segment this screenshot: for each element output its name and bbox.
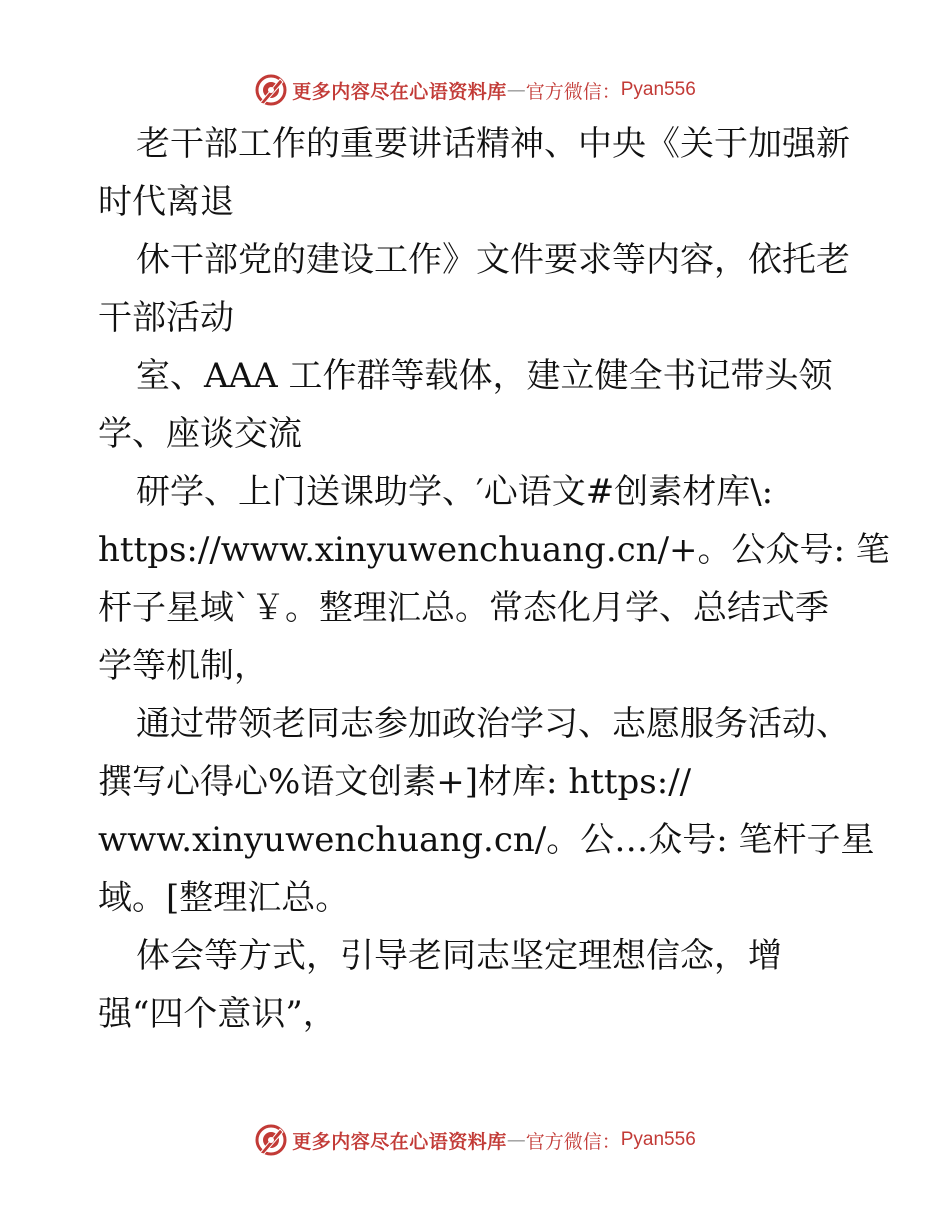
text-line: 休干部党的建设工作》文件要求等内容，依托老	[136, 240, 850, 280]
document-body	[98, 115, 898, 1043]
text-line: 室、AAA 工作群等载体，建立健全书记带头领	[136, 356, 833, 396]
text-line: 学、座谈交流	[98, 414, 302, 454]
text-line: 研学、上门送课助学、′心语文#创素材库\:	[136, 472, 774, 512]
text-line: 体会等方式，引导老同志坚定理想信念，增	[136, 936, 782, 976]
banner-site-text: 更多内容尽在心语资料库	[292, 80, 507, 103]
banner-wechat-id: Pyan556	[620, 1129, 696, 1150]
text-line: 强“四个意识”，	[98, 994, 337, 1034]
banner-dash: —	[506, 1129, 526, 1151]
text-line: 时代离退	[98, 182, 234, 222]
footer-banner	[0, 1120, 950, 1160]
text-line: 杆子星域`￥。整理汇总。常态化月学、总结式季	[98, 588, 829, 628]
text-line: 域。[整理汇总。	[98, 878, 350, 918]
text-line: 干部活动	[98, 298, 234, 338]
text-line: 学等机制，	[98, 646, 268, 686]
text-line: 撰写心得心%语文创素+]材库: https://	[98, 762, 692, 802]
text-line: 通过带领老同志参加政治学习、志愿服务活动、	[136, 704, 850, 744]
banner-dash: —	[506, 79, 526, 101]
quill-seal-icon	[254, 73, 288, 107]
header-banner	[0, 70, 950, 110]
quill-seal-icon	[254, 1123, 288, 1157]
text-line: https://www.xinyuwenchuang.cn/+。公众号: 笔	[98, 530, 890, 570]
banner-wechat-label: 官方微信：	[525, 1130, 621, 1153]
banner-wechat-label: 官方微信：	[525, 80, 621, 103]
text-line: www.xinyuwenchuang.cn/。公…众号: 笔杆子星	[98, 820, 875, 860]
banner-wechat-id: Pyan556	[620, 79, 696, 100]
banner-site-text: 更多内容尽在心语资料库	[292, 1130, 507, 1153]
text-line: 老干部工作的重要讲话精神、中央《关于加强新	[136, 124, 850, 164]
